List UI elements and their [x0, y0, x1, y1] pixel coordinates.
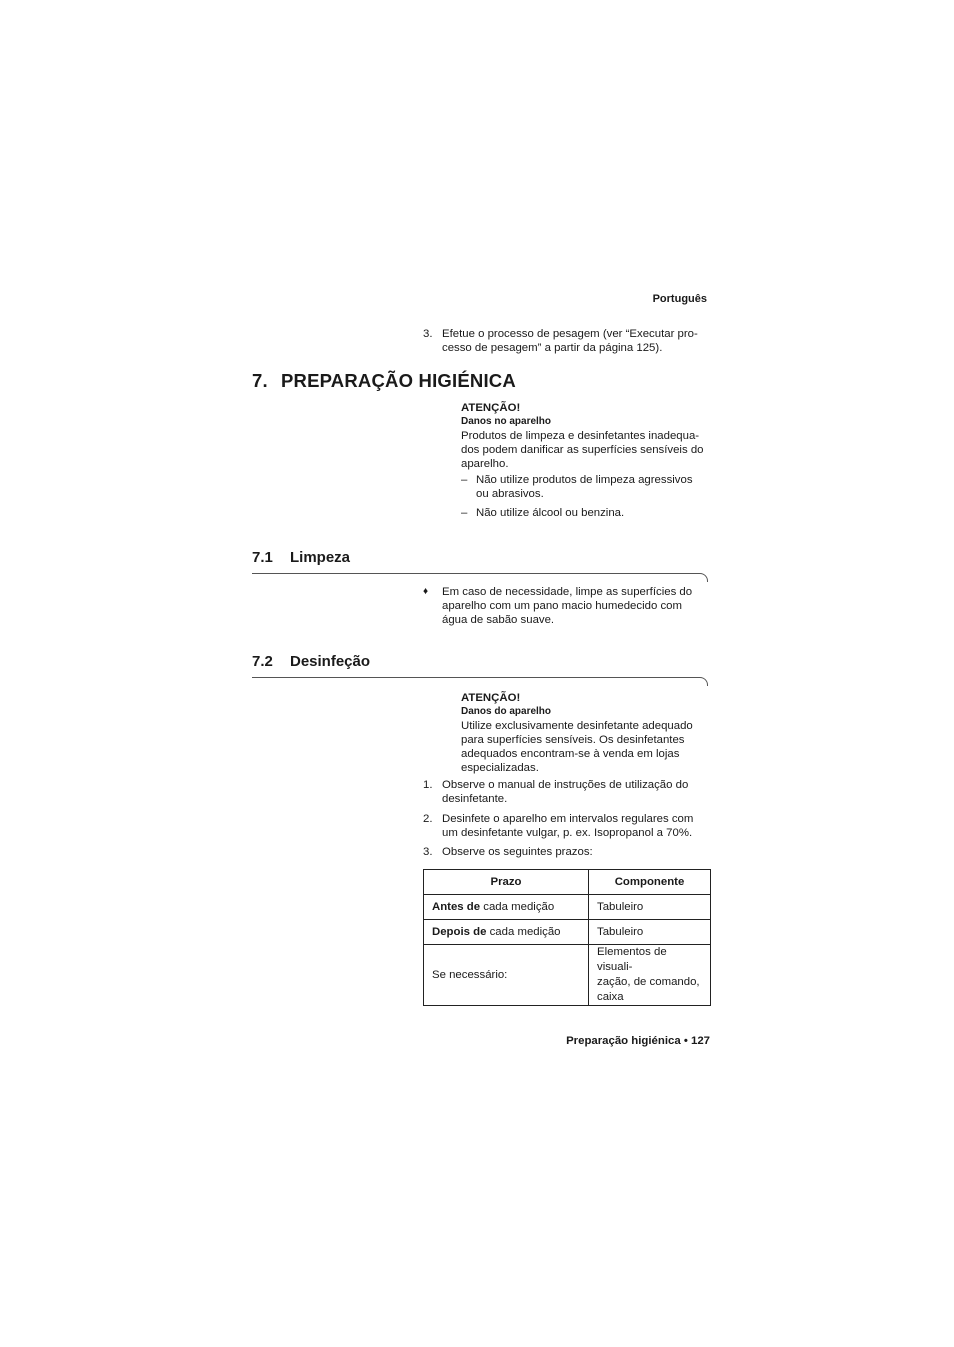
bullet-text-line: Não utilize álcool ou benzina. — [476, 507, 625, 519]
cleaning-instruction — [423, 585, 713, 627]
section-7-1-heading — [252, 549, 350, 566]
section-number: 7. — [252, 370, 268, 391]
dash-bullet: – — [461, 474, 468, 486]
step-text-line: Observe os seguintes prazos: — [442, 846, 593, 858]
step-text-line: cesso de pesagem” a partir da página 125). — [442, 342, 663, 354]
step-number: 2. — [423, 813, 433, 825]
instruction-line: água de sabão suave. — [442, 614, 555, 626]
table-header-cell: Componente — [589, 870, 711, 895]
table-row — [424, 945, 711, 1006]
table-header-row — [424, 870, 711, 895]
warning-text-line: especializadas. — [461, 762, 539, 774]
step-text-line: Desinfete o aparelho em intervalos regulares com — [442, 813, 694, 825]
table-row — [424, 895, 711, 920]
dash-bullet: – — [461, 507, 468, 519]
table-cell — [424, 895, 589, 920]
section-number: 7.2 — [252, 653, 273, 670]
table-row — [424, 920, 711, 945]
cell-bold-text: Antes de — [432, 900, 481, 913]
section-divider — [252, 573, 700, 574]
table-cell: Tabuleiro — [589, 895, 711, 920]
disinfection-step — [423, 812, 713, 842]
intro-step — [423, 327, 713, 357]
step-text-line: Observe o manual de instruções de utilização do — [442, 779, 689, 791]
section-divider — [252, 677, 700, 678]
instruction-line: Em caso de necessidade, limpe as superfícies do — [442, 586, 693, 598]
cell-bold-text: Depois de — [432, 925, 487, 938]
warning-bullet — [461, 473, 721, 501]
diamond-bullet: ♦ — [423, 586, 429, 597]
cell-text: Se necessário: — [432, 968, 508, 981]
divider-hook — [699, 573, 708, 582]
warning-block — [461, 691, 721, 775]
bullet-text-line: Não utilize produtos de limpeza agressivos — [476, 474, 693, 486]
warning-text-line: dos podem danificar as superfícies sensíveis do — [461, 444, 704, 456]
step-text-line: um desinfetante vulgar, p. ex. Isopropanol a 70%. — [442, 827, 693, 839]
warning-subtitle: Danos no aparelho — [461, 416, 552, 427]
language-label: Português — [652, 293, 707, 305]
warning-subtitle: Danos do aparelho — [461, 706, 552, 717]
table-header-cell: Prazo — [424, 870, 589, 895]
step-text-line: desinfetante. — [442, 793, 508, 805]
cell-text: cada medição — [486, 925, 561, 938]
section-number: 7.1 — [252, 549, 273, 566]
step-number: 1. — [423, 779, 433, 791]
disinfection-step — [423, 778, 713, 808]
divider-hook — [699, 677, 708, 686]
step-number: 3. — [423, 328, 433, 340]
table-cell — [589, 945, 711, 1006]
bullet-text-line: ou abrasivos. — [476, 488, 544, 500]
disinfection-step — [423, 845, 713, 861]
cell-text: cada medição — [480, 900, 555, 913]
warning-block — [461, 401, 721, 520]
warning-title: ATENÇÃO! — [461, 692, 521, 704]
warning-text-line: Utilize exclusivamente desinfetante adequado — [461, 720, 693, 732]
step-number: 3. — [423, 846, 433, 858]
warning-text-line: Produtos de limpeza e desinfetantes inadequa- — [461, 430, 700, 442]
warning-text-line: para superfícies sensíveis. Os desinfetantes — [461, 734, 685, 746]
warning-text-line: adequados encontram-se à venda em lojas — [461, 748, 680, 760]
section-title: Limpeza — [290, 549, 351, 566]
section-7-2-heading — [252, 653, 370, 670]
warning-title: ATENÇÃO! — [461, 402, 521, 414]
deadlines-table — [423, 869, 711, 1006]
table-cell — [424, 920, 589, 945]
warning-bullet — [461, 506, 721, 520]
cell-text-line: zação, de comando, — [597, 976, 700, 988]
instruction-line: aparelho com um pano macio humedecido com — [442, 600, 682, 612]
section-7-heading — [252, 370, 516, 392]
step-text-line: Efetue o processo de pesagem (ver “Executar pro- — [442, 328, 698, 340]
warning-text-line: aparelho. — [461, 458, 509, 470]
cell-text-line: Elementos de visuali- — [597, 946, 667, 973]
section-title: PREPARAÇÃO HIGIÉNICA — [281, 370, 516, 391]
table-cell: Tabuleiro — [589, 920, 711, 945]
section-title: Desinfeção — [290, 653, 371, 670]
table-cell — [424, 945, 589, 1006]
page-footer: Preparação higiénica • 127 — [566, 1035, 710, 1047]
cell-text-line: caixa — [597, 991, 624, 1003]
